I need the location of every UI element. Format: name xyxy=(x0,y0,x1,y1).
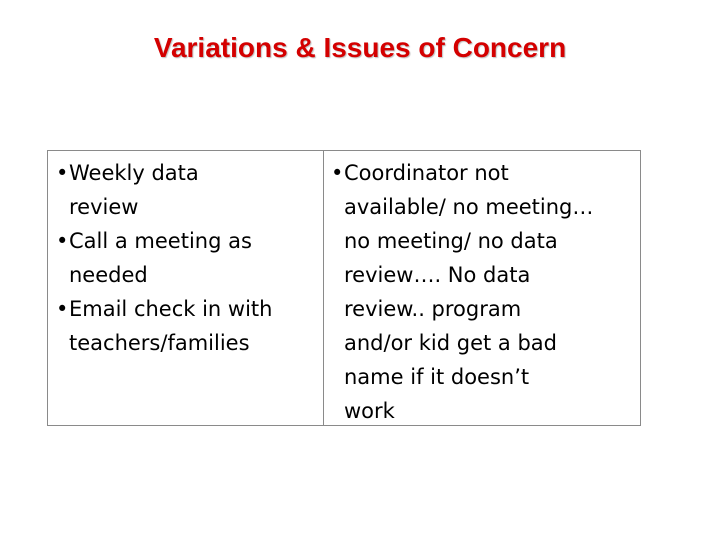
bullet-text-line: name if it doesn’t xyxy=(344,365,530,389)
bullet-text-line: review.. program xyxy=(344,297,522,321)
bullet-text-line: Call a meeting as xyxy=(69,229,252,253)
left-bullet-item xyxy=(56,292,323,360)
bullet-text-line: needed xyxy=(69,263,148,287)
bullet-text-line: teachers/families xyxy=(69,331,250,355)
bullet-icon: • xyxy=(331,161,344,185)
bullet-icon: • xyxy=(56,161,69,185)
bullet-text-line: available/ no meeting… xyxy=(344,195,594,219)
bullet-text-line: Email check in with xyxy=(69,297,273,321)
bullet-icon: • xyxy=(56,229,69,253)
bullet-text-line: no meeting/ no data xyxy=(344,229,558,253)
bullet-text-line: work xyxy=(344,399,395,423)
right-column xyxy=(324,151,640,425)
bullet-text-line: Coordinator not xyxy=(344,161,509,185)
bullet-text-line: and/or kid get a bad xyxy=(344,331,557,355)
bullet-icon: • xyxy=(56,297,69,321)
right-bullet-item xyxy=(331,156,640,428)
bullet-text-line: review xyxy=(69,195,139,219)
content-table xyxy=(47,150,641,426)
left-bullet-item xyxy=(56,156,323,224)
bullet-text-line: review…. No data xyxy=(344,263,531,287)
left-column xyxy=(48,151,324,425)
bullet-text-line: Weekly data xyxy=(69,161,199,185)
slide-title: Variations & Issues of Concern xyxy=(153,32,567,63)
left-bullet-item xyxy=(56,224,323,292)
